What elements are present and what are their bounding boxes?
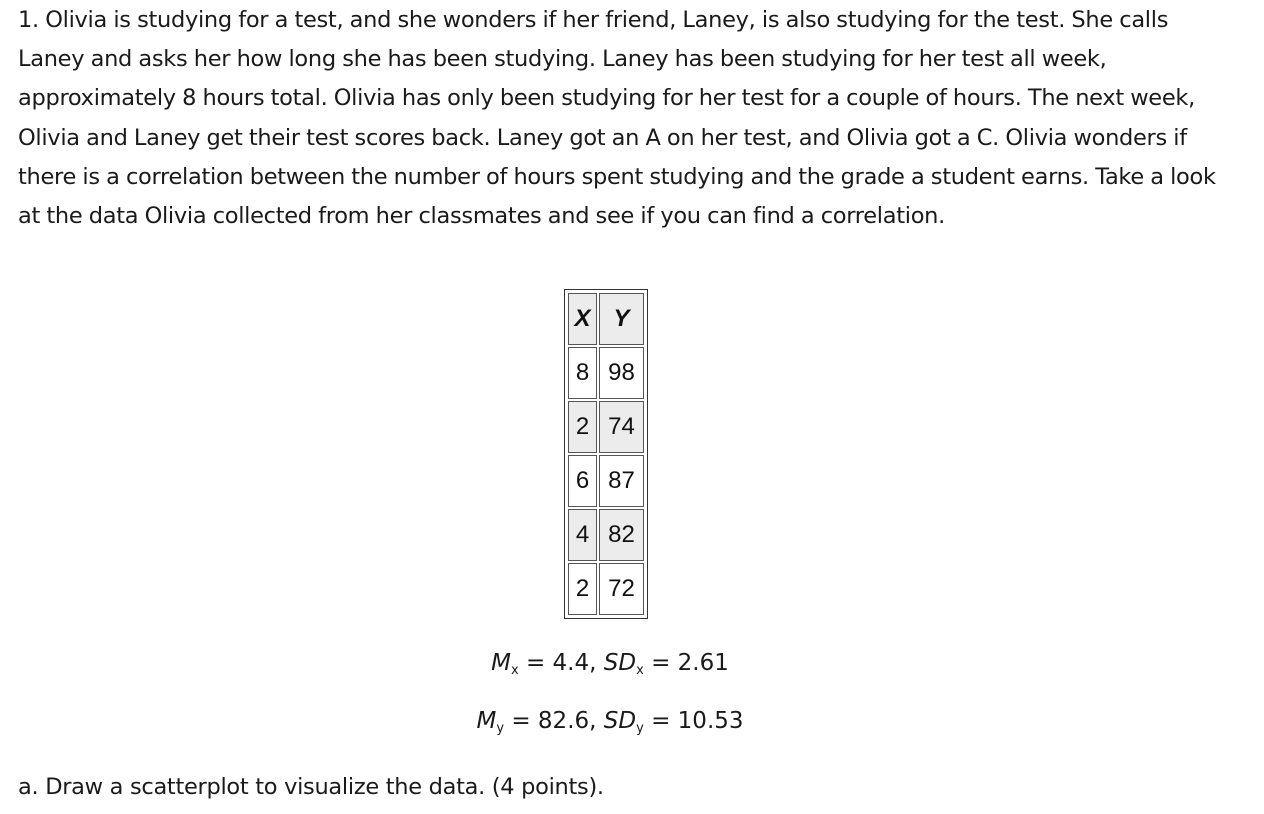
- column-header-x: X: [568, 293, 597, 345]
- mean-y-label: M: [476, 708, 497, 734]
- sd-y-value: = 10.53: [651, 708, 744, 734]
- sd-x-label: SD: [603, 650, 637, 676]
- sd-y-subscript: y: [636, 721, 644, 736]
- cell-y: 82: [599, 509, 644, 561]
- part-a-prompt: a. Draw a scatterplot to visualize the data. (4 points).: [18, 774, 604, 800]
- column-header-y: Y: [599, 293, 644, 345]
- mean-y-subscript: y: [496, 721, 505, 736]
- table-row: [568, 347, 644, 399]
- stats-x: [0, 650, 1220, 678]
- table-row: [568, 401, 644, 453]
- cell-x: 6: [568, 455, 597, 507]
- cell-x: 2: [568, 563, 597, 615]
- cell-y: 98: [599, 347, 644, 399]
- sd-x-subscript: x: [636, 663, 644, 678]
- mean-x-subscript: x: [510, 663, 519, 678]
- xy-table: [566, 291, 646, 617]
- mean-x-label: M: [491, 650, 511, 676]
- question-text: 1. Olivia is studying for a test, and she wonders if her friend, Laney, is also studying for the test. She calls Laney and asks her how long she has been studying. Laney has been studying for her test all week, approximately 8 hours total. Olivia has only been studying for her test for a couple of hours. The next week, Olivia and Laney get their test scores back. Laney got an A on her test, and Olivia got a C. Olivia wonders if there is a correlation between the number of hours spent studying and the grade a student earns. Take a look at the data Olivia collected from her classmates and see if you can find a correlation.: [18, 7, 1216, 230]
- data-table: [564, 289, 648, 619]
- table-row: [568, 563, 644, 615]
- cell-x: 2: [568, 401, 597, 453]
- mean-y-value: = 82.6,: [511, 708, 597, 734]
- sd-y-label: SD: [603, 708, 637, 734]
- cell-y: 74: [599, 401, 644, 453]
- cell-y: 87: [599, 455, 644, 507]
- table-header-row: [568, 293, 644, 345]
- mean-x-value: = 4.4,: [525, 650, 597, 676]
- sd-x-value: = 2.61: [651, 650, 729, 676]
- cell-x: 4: [568, 509, 597, 561]
- cell-x: 8: [568, 347, 597, 399]
- stats-y: [0, 708, 1220, 736]
- table-row: [568, 455, 644, 507]
- cell-y: 72: [599, 563, 644, 615]
- table-row: [568, 509, 644, 561]
